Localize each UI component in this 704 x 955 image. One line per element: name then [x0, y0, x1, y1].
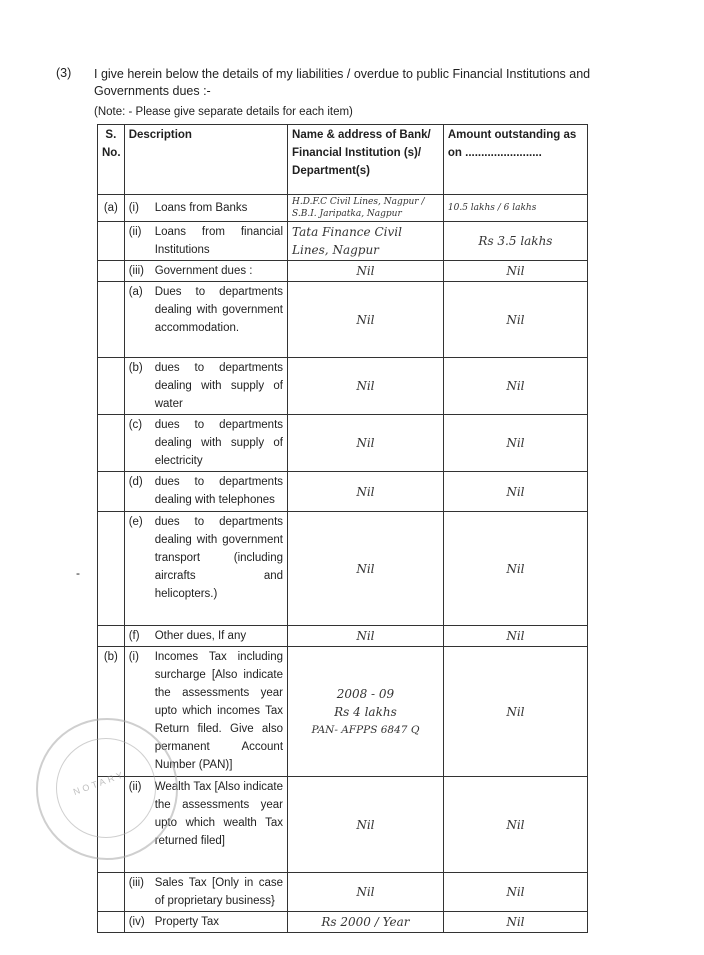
row-amount-handwritten: Nil: [443, 415, 587, 472]
row-amount-handwritten: Nil: [443, 647, 587, 777]
header-amount: Amount outstanding as on ........................: [443, 125, 587, 195]
row-name-handwritten: Nil: [288, 472, 444, 512]
row-name-handwritten: [288, 647, 444, 777]
row-description: (c) dues to departments dealing with supply of electricity: [124, 415, 287, 472]
row-amount-handwritten: Nil: [443, 358, 587, 415]
row-name-handwritten: Rs 2000 / Year: [288, 912, 444, 933]
row-name-handwritten: Nil: [288, 777, 444, 873]
row-description: (iv) Property Tax: [124, 912, 287, 933]
table-row: [98, 472, 588, 512]
row-description: (a) Dues to departments dealing with government accommodation.: [124, 282, 287, 358]
row-description: (iii) Sales Tax [Only in case of proprietary business}: [124, 873, 287, 912]
row-amount-handwritten: Nil: [443, 261, 587, 282]
row-description: (ii) Loans from financial Institutions: [124, 222, 287, 261]
row-description: (f) Other dues, If any: [124, 626, 287, 647]
row-amount-handwritten: Nil: [443, 282, 587, 358]
row-label-b: (b): [98, 647, 125, 777]
table-row: [98, 282, 588, 358]
row-amount-handwritten: Nil: [443, 472, 587, 512]
table-row: [98, 222, 588, 261]
section-note: (Note: - Please give separate details for each item): [94, 106, 353, 118]
table-row: [98, 358, 588, 415]
row-description: (b) dues to departments dealing with supply of water: [124, 358, 287, 415]
header-sno: S. No.: [98, 125, 125, 195]
row-amount-handwritten: Nil: [443, 912, 587, 933]
row-amount-handwritten: Rs 3.5 lakhs: [443, 222, 587, 261]
income-tax-amount: Rs 4 lakhs: [334, 704, 397, 719]
table-row: [98, 261, 588, 282]
row-amount-handwritten: Nil: [443, 777, 587, 873]
row-name-handwritten: Nil: [288, 358, 444, 415]
row-name-handwritten: Nil: [288, 873, 444, 912]
row-description: (i) Loans from Banks: [124, 195, 287, 222]
notary-stamp: [36, 718, 178, 860]
table-row: [98, 195, 588, 222]
row-name-handwritten: Nil: [288, 626, 444, 647]
row-name-handwritten: Tata Finance Civil Lines, Nagpur: [288, 222, 444, 261]
row-description: (i) Incomes Tax including surcharge [Also indicate the assessments year upto which incomes Tax Return filed. Give also permanent Account Number (PAN)]: [124, 647, 287, 777]
income-tax-pan: PAN- AFPPS 6847 Q: [311, 723, 420, 736]
row-amount-handwritten: Nil: [443, 512, 587, 626]
row-amount-handwritten: 10.5 lakhs / 6 lakhs: [443, 195, 587, 222]
income-tax-year: 2008 - 09: [336, 686, 395, 701]
row-name-handwritten: H.D.F.C Civil Lines, Nagpur / S.B.I. Jaripatka, Nagpur: [288, 195, 444, 222]
row-amount-handwritten: Nil: [443, 626, 587, 647]
table-row: [98, 415, 588, 472]
table-row: [98, 626, 588, 647]
row-name-handwritten: Nil: [288, 282, 444, 358]
margin-dash: -: [76, 566, 80, 580]
row-name-handwritten: Nil: [288, 512, 444, 626]
notary-stamp-text: NOTARY: [71, 768, 127, 798]
row-amount-handwritten: Nil: [443, 873, 587, 912]
row-description: (ii) Wealth Tax [Also indicate the assessments year upto which wealth Tax returned filed]: [124, 777, 287, 873]
row-description: (e) dues to departments dealing with government transport (including aircrafts and helicopters.): [124, 512, 287, 626]
row-description: (d) dues to departments dealing with telephones: [124, 472, 287, 512]
row-name-handwritten: Nil: [288, 415, 444, 472]
section-number: (3): [56, 66, 72, 80]
table-header-row: [98, 125, 588, 195]
header-name-address: Name & address of Bank/ Financial Institution (s)/ Department(s): [288, 125, 444, 195]
table-row: [98, 873, 588, 912]
header-description: Description: [124, 125, 287, 195]
table-row: [98, 647, 588, 777]
table-row: [98, 512, 588, 626]
row-description: (iii) Government dues :: [124, 261, 287, 282]
section-intro: I give herein below the details of my liabilities / overdue to public Financial Institutions and Governments dues :-: [94, 67, 591, 98]
row-label-a: (a): [98, 195, 125, 222]
table-row: [98, 912, 588, 933]
row-name-handwritten: Nil: [288, 261, 444, 282]
